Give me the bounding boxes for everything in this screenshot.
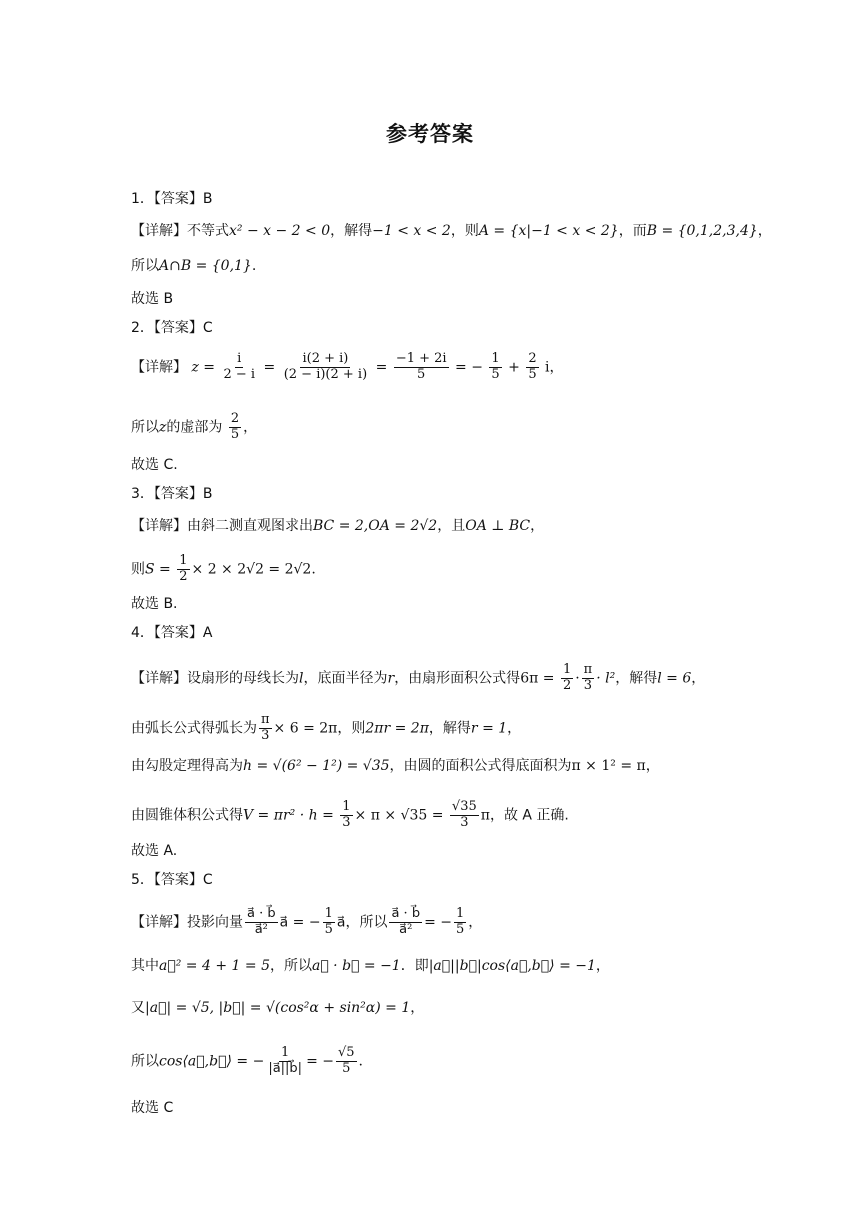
q5-answer: 5．【答案】C bbox=[131, 872, 213, 888]
q5-detail-line1: 【详解】投影向量 $\frac{a⃗ \cdot b⃗}{\text{a⃗²}}$ a⃗ = − $\frac{1}{5}$ a⃗，所以 $\frac{a⃗ \cdot b⃗}{\text{a⃗²}}$ = − $\frac{1}{5}$ ， bbox=[131, 906, 483, 937]
q5-detail-line2: 其中a⃗² = 4 + 1 = 5，所以a⃗ · b⃗ = −1．即|a⃗||b⃗|cos⟨a⃗,b⃗⟩ = −1， bbox=[131, 958, 610, 974]
page-title: 参考答案 bbox=[386, 122, 474, 146]
q5-conclusion: 故选 C bbox=[131, 1100, 174, 1116]
q4-detail-line4: 由圆锥体积公式得V = πr² · h = $\frac{1}{3}$ × π × √35 = $\frac{√35}{3}$ π，故 A 正确. bbox=[131, 799, 569, 830]
q3-detail-line1: 【详解】由斜二测直观图求出BC = 2,OA = 2√2，且OA ⊥ BC， bbox=[131, 518, 545, 534]
q4-detail-line2: 由弧长公式得弧长为 $\frac{\pi}{3}$ × 6 = 2π，则2πr = 2π，解得r = 1， bbox=[131, 712, 522, 743]
fraction: $\frac{√5}{5}$ bbox=[337, 1045, 355, 1076]
fraction: $\frac{1}{|a⃗||b⃗|}$ bbox=[268, 1045, 303, 1076]
fraction: $\frac{1}{2}$ bbox=[179, 553, 188, 584]
q4-detail-line1: 【详解】设扇形的母线长为l，底面半径为r，由扇形面积公式得6π = $\frac{1}{2}$ · $\frac{\pi}{3}$ · l²，解得l = 6， bbox=[131, 662, 706, 693]
fraction: $\frac{1}{5}$ bbox=[491, 351, 500, 382]
q1-conclusion: 故选 B bbox=[131, 291, 174, 307]
q5-detail-line3: 又|a⃗| = √5, |b⃗| = √(cos²α + sin²α) = 1， bbox=[131, 1000, 425, 1016]
q2-detail-line1: 【详解】 z = $\frac{i}{2 - i}$ = $\frac{i(2 + i)}{(2 - i)(2 + i)}$ = $\frac{-1 + 2i}{5}$ = − $\frac{1}{5}$ + $\frac{2}{5}$ i， bbox=[131, 351, 564, 382]
fraction: $\frac{2}{5}$ bbox=[230, 411, 240, 442]
fraction: $\frac{√35}{3}$ bbox=[451, 799, 477, 830]
fraction: $\frac{\pi}{3}$ bbox=[583, 662, 593, 693]
q3-answer: 3．【答案】B bbox=[131, 486, 213, 502]
fraction: $\frac{1}{5}$ bbox=[456, 906, 465, 937]
q4-detail-line3: 由勾股定理得高为h = √(6² − 1²) = √35，由圆的面积公式得底面积为π × 1² = π， bbox=[131, 758, 660, 774]
q2-detail-line2: 所以z的虚部为 $\frac{2}{5}$ ， bbox=[131, 411, 258, 442]
q1-detail-line1: 【详解】不等式x² − x − 2 < 0，解得−1 < x < 2，则A = {x|−1 < x < 2}，而B = {0,1,2,3,4}， bbox=[131, 223, 772, 239]
fraction: $\frac{i(2 + i)}{(2 - i)(2 + i)}$ bbox=[283, 351, 368, 382]
fraction: $\frac{1}{5}$ bbox=[324, 906, 333, 937]
fraction: $\frac{1}{3}$ bbox=[342, 799, 351, 830]
q3-detail-line2: 则S = $\frac{1}{2}$ × 2 × 2√2 = 2√2. bbox=[131, 553, 316, 584]
q4-conclusion: 故选 A. bbox=[131, 843, 178, 859]
q3-conclusion: 故选 B. bbox=[131, 596, 178, 612]
q2-answer: 2．【答案】C bbox=[131, 320, 213, 336]
fraction: $\frac{a⃗ \cdot b⃗}{\text{a⃗²}}$ bbox=[247, 906, 276, 937]
q1-detail-line2: 所以A∩B = {0,1}. bbox=[131, 258, 257, 274]
q5-detail-line4: 所以cos⟨a⃗,b⃗⟩ = − $\frac{1}{|a⃗||b⃗|}$ = − $\frac{√5}{5}$ . bbox=[131, 1045, 363, 1076]
q4-answer: 4．【答案】A bbox=[131, 625, 213, 641]
fraction: $\frac{-1 + 2i}{5}$ bbox=[395, 351, 447, 382]
fraction: $\frac{i}{2 - i}$ bbox=[223, 351, 256, 382]
fraction: $\frac{1}{2}$ bbox=[562, 662, 572, 693]
fraction: $\frac{a⃗ \cdot b⃗}{\text{a⃗²}}$ bbox=[391, 906, 421, 937]
fraction: $\frac{\pi}{3}$ bbox=[261, 712, 270, 743]
q1-answer: 1．【答案】B bbox=[131, 191, 213, 207]
q2-conclusion: 故选 C. bbox=[131, 457, 178, 473]
fraction: $\frac{2}{5}$ bbox=[528, 351, 537, 382]
